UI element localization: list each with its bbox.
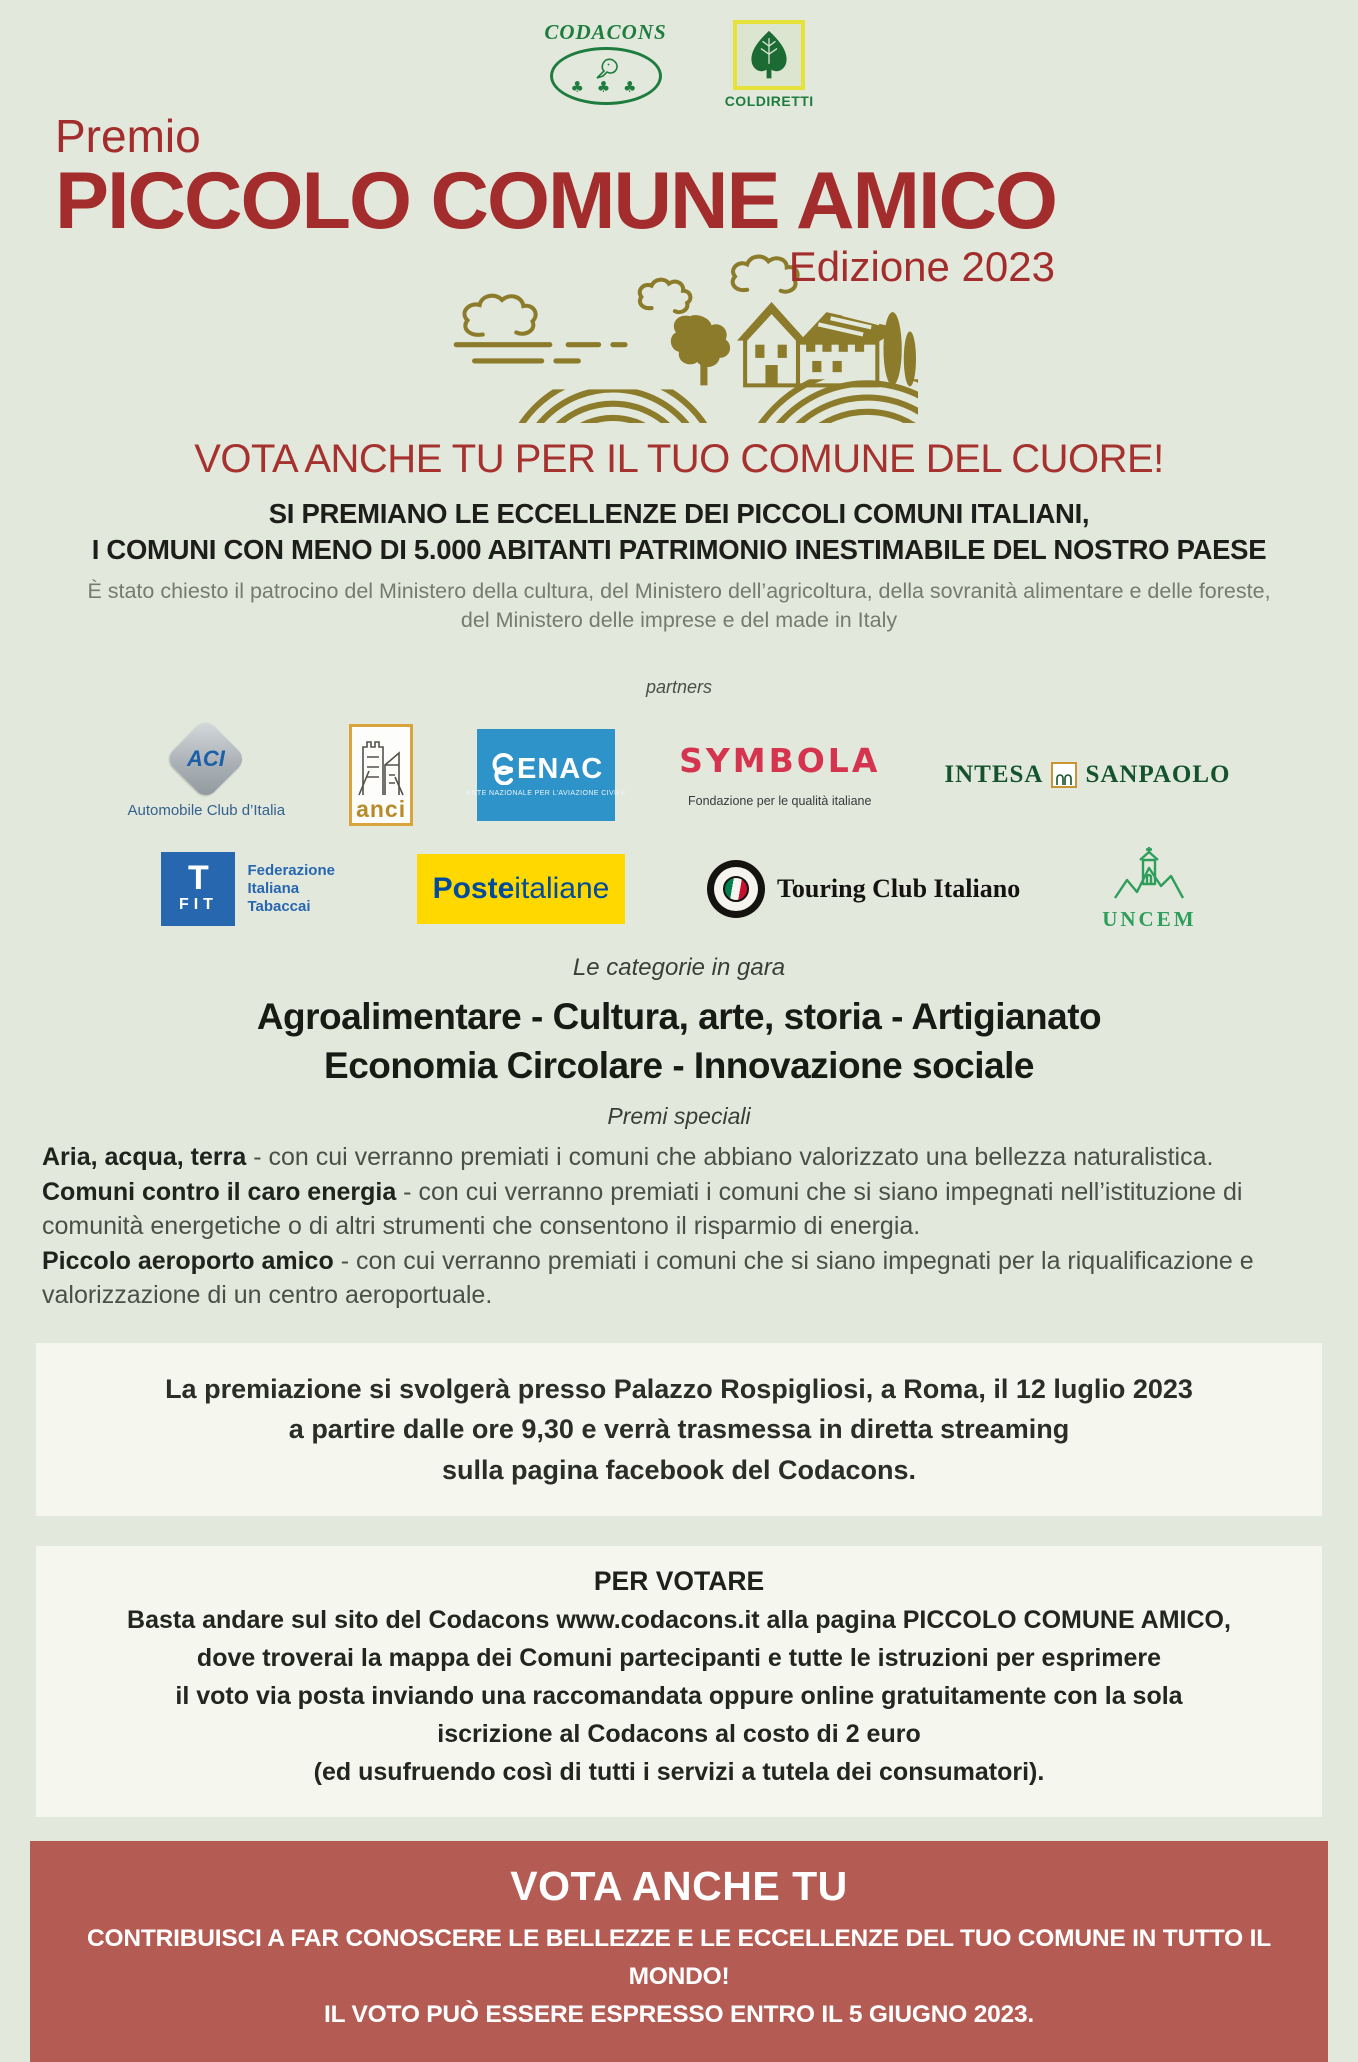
- enac-emblem: [466, 729, 626, 821]
- award-line-1: La premiazione si svolgerà presso Palazzo Rospigliosi, a Roma, il 12 luglio 2023: [165, 1373, 1193, 1404]
- fit-caption-line-3: Tabaccai: [247, 897, 311, 915]
- patronage-line-2: del Ministero delle imprese e del made in Italy: [460, 607, 898, 632]
- enac-mark: [489, 753, 603, 786]
- clubs-icon: ♣ ♣ ♣: [570, 77, 641, 96]
- anci-logo: [349, 724, 413, 826]
- codacons-logo: [544, 20, 666, 105]
- special-prize-item: [42, 1140, 1316, 1175]
- intro-bold-lines: [0, 496, 1358, 569]
- intesa-arches-icon: [1051, 762, 1077, 788]
- uncem-wordmark: UNCEM: [1102, 906, 1197, 931]
- partners-row-2: [0, 846, 1358, 932]
- intro-line-2: I COMUNI CON MENO DI 5.000 ABITANTI PATRIMONIO INESTIMABILE DEL NOSTRO PAESE: [91, 534, 1267, 566]
- special-prize-item: [42, 1244, 1316, 1313]
- coldiretti-tree-icon: [740, 27, 798, 83]
- aci-logo: [127, 730, 285, 819]
- coldiretti-logo: [725, 20, 814, 109]
- fit-caption-line-1: Federazione: [247, 861, 335, 879]
- symbola-wordmark: SYMBOLA: [679, 741, 881, 781]
- vote-box-title: PER VOTARE: [593, 1566, 765, 1597]
- poste-emblem: [417, 854, 625, 924]
- anci-emblem: [349, 724, 413, 826]
- symbola-logo: [679, 741, 880, 808]
- vote-line-1: Basta andare sul sito del Codacons www.codacons.it alla pagina PICCOLO COMUNE AMICO,: [127, 1606, 1231, 1635]
- italian-flag-icon: [723, 876, 749, 902]
- premio-kicker: Premio: [55, 110, 201, 162]
- special-prize-title: Aria, acqua, terra: [42, 1143, 247, 1172]
- coldiretti-wordmark: COLDIRETTI: [724, 93, 814, 109]
- poste-italiane-logo: [417, 854, 625, 924]
- page-title: PICCOLO COMUNE AMICO: [55, 156, 1056, 247]
- enac-caption: ENTE NAZIONALE PER L’AVIAZIONE CIVILE: [466, 789, 626, 797]
- special-prize-item: [42, 1175, 1316, 1244]
- aci-diamond-icon: [165, 718, 247, 800]
- poste-wordmark-regular: italiane: [514, 871, 610, 905]
- patronage-line-1: È stato chiesto il patrocino del Ministero della cultura, del Ministero dell’agricoltura, della sovranità alimentare e delle foreste,: [87, 578, 1271, 603]
- falcon-icon: [594, 58, 618, 80]
- vote-box-lines: [62, 1601, 1296, 1791]
- special-prize-text: - con cui verranno premiati i comuni che si siano impegnati nell’istituzione di comunità energetiche o di altri strumenti che consentono il risparmio di energia.: [42, 1177, 1243, 1241]
- special-prize-text: - con cui verranno premiati i comuni che abbiano valorizzato una bellezza naturalistica.: [246, 1143, 1214, 1172]
- aci-wordmark: ACI: [187, 746, 226, 772]
- anci-wordmark: anci: [356, 795, 407, 822]
- fit-caption-line-2: Italiana: [247, 879, 300, 897]
- vote-line-3: il voto via posta inviando una raccomandata oppure online gratuitamente con la sola: [175, 1682, 1183, 1711]
- enac-eagle-icon: [489, 753, 515, 785]
- codacons-oval: [550, 47, 662, 105]
- enac-logo: [466, 729, 626, 821]
- poster-header: [55, 112, 1055, 291]
- vote-line-2: dove troverai la mappa dei Comuni partecipanti e tutte le istruzioni per esprimere: [196, 1644, 1162, 1673]
- partners-row-1: [0, 724, 1358, 826]
- sanpaolo-wordmark: SANPAOLO: [1085, 760, 1231, 788]
- partners-label: partners: [645, 676, 713, 697]
- categories-line-2: Economia Circolare - Innovazione sociale: [324, 1045, 1034, 1087]
- vote-banner: [30, 1841, 1328, 2062]
- award-ceremony-box: [36, 1343, 1322, 1517]
- touring-club-roundel-icon: [707, 860, 765, 918]
- categories-label: Le categorie in gara: [572, 953, 786, 981]
- patronage-note: [0, 577, 1358, 635]
- award-line-3: sulla pagina facebook del Codacons.: [441, 1454, 917, 1485]
- edition-subtitle: Edizione 2023: [788, 242, 1055, 290]
- categories-lines: [0, 992, 1358, 1092]
- intro-line-1: SI PREMIANO LE ECCELLENZE DEI PICCOLI COMUNI ITALIANI,: [268, 497, 1090, 529]
- categories-line-1: Agroalimentare - Cultura, arte, storia - Artigianato: [256, 995, 1102, 1037]
- special-prizes-label: Premi speciali: [607, 1103, 751, 1130]
- intesa-sanpaolo-logo: [944, 761, 1230, 789]
- symbola-caption: Fondazione per le qualità italiane: [687, 794, 872, 809]
- organizer-logos: [0, 0, 1358, 112]
- special-prize-text: - con cui verranno premiati i comuni che si siano impegnati per la riqualificazione e valorizzazione di un centro aeroportuale.: [42, 1246, 1254, 1310]
- uncem-mountain-church-icon: [1113, 846, 1185, 900]
- how-to-vote-box: [36, 1546, 1322, 1817]
- vote-headline: VOTA ANCHE TU PER IL TUO COMUNE DEL CUORE!: [194, 436, 1164, 481]
- uncem-logo: [1102, 846, 1196, 932]
- banner-line-1: CONTRIBUISCI A FAR CONOSCERE LE BELLEZZE E LE ECCELLENZE DEL TUO COMUNE IN TUTTO IL MONDO!: [87, 1925, 1271, 1991]
- fit-t-icon: T: [188, 859, 209, 898]
- banner-title: VOTA ANCHE TU: [510, 1863, 848, 1910]
- enac-wordmark: ENAC: [516, 752, 604, 785]
- banner-lines: [44, 1920, 1314, 2034]
- fit-emblem: [161, 852, 235, 926]
- vote-line-4: iscrizione al Codacons al costo di 2 euro: [437, 1720, 921, 1749]
- codacons-wordmark: CODACONS: [544, 20, 667, 44]
- fit-caption: [247, 862, 335, 916]
- special-prizes-list: [42, 1140, 1316, 1313]
- award-line-2: a partire dalle ore 9,30 e verrà trasmessa in diretta streaming: [288, 1414, 1070, 1445]
- poste-wordmark-bold: Poste: [432, 871, 515, 905]
- touring-club-wordmark: Touring Club Italiano: [776, 873, 1021, 903]
- special-prize-title: Comuni contro il caro energia: [42, 1177, 397, 1206]
- aci-caption: Automobile Club d’Italia: [127, 802, 286, 820]
- special-prize-title: Piccolo aeroporto amico: [42, 1246, 334, 1275]
- touring-club-logo: [707, 860, 1020, 918]
- banner-line-2: IL VOTO PUÒ ESSERE ESPRESSO ENTRO IL 5 GIUGNO 2023.: [323, 2001, 1035, 2029]
- coldiretti-emblem: [733, 20, 805, 90]
- vote-line-5: (ed usufruendo così di tutti i servizi a tutela dei consumatori).: [313, 1758, 1045, 1787]
- anci-towers-icon: [355, 731, 407, 797]
- fit-wordmark: FIT: [178, 895, 218, 913]
- fit-logo: [161, 852, 335, 926]
- intesa-wordmark: INTESA: [944, 760, 1044, 788]
